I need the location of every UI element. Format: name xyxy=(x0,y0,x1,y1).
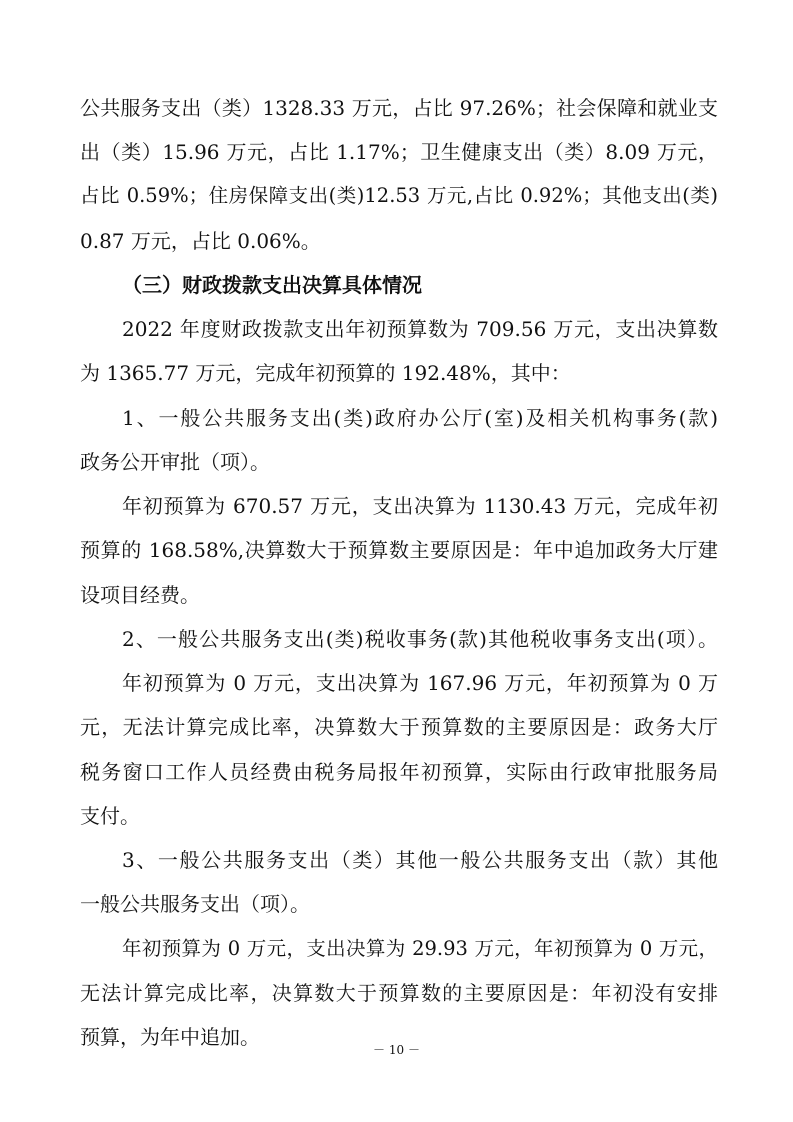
paragraph-line: 税务窗口工作人员经费由税务局报年初预算，实际由行政审批服务局 xyxy=(80,760,718,784)
page-number: － 10 － xyxy=(373,1043,420,1057)
paragraph-line: 2022 年度财政拨款支出年初预算数为 709.56 万元，支出决算数 xyxy=(122,317,718,341)
paragraph-line: 预算，为年中追加。 xyxy=(80,1025,260,1049)
paragraph-line: 3、一般公共服务支出（类）其他一般公共服务支出（款）其他 xyxy=(122,848,718,872)
paragraph-line: 无法计算完成比率，决算数大于预算数的主要原因是：年初没有安排 xyxy=(80,981,718,1005)
paragraph-line: 0.87 万元，占比 0.06%。 xyxy=(80,229,321,253)
paragraph-line: 公共服务支出（类）1328.33 万元，占比 97.26%；社会保障和就业支 xyxy=(80,96,718,120)
paragraph-line: 占比 0.59%；住房保障支出(类)12.53 万元,占比 0.92%；其他支出(类) xyxy=(80,184,718,207)
paragraph-line: 政务公开审批（项）。 xyxy=(80,450,270,474)
paragraph-line: 年初预算为 0 万元，支出决算为 167.96 万元，年初预算为 0 万 xyxy=(122,671,718,695)
paragraph-line: 预算的 168.58%,决算数大于预算数主要原因是：年中追加政务大厅建 xyxy=(80,538,718,562)
paragraph-line: 出（类）15.96 万元，占比 1.17%；卫生健康支出（类）8.09 万元， xyxy=(80,140,718,164)
paragraph-line: 年初预算为 670.57 万元，支出决算为 1130.43 万元，完成年初 xyxy=(122,494,718,518)
paragraph-line: 年初预算为 0 万元，支出决算为 29.93 万元，年初预算为 0 万元， xyxy=(122,937,718,960)
paragraph-line: 元，无法计算完成比率，决算数大于预算数的主要原因是：政务大厅 xyxy=(80,715,718,739)
paragraph-line: 为 1365.77 万元，完成年初预算的 192.48%，其中： xyxy=(80,361,571,385)
paragraph-line: 支付。 xyxy=(80,804,140,828)
paragraph-line: 一般公共服务支出（项）。 xyxy=(80,892,310,916)
section-heading: （三）财政拨款支出决算具体情况 xyxy=(122,273,422,297)
paragraph-line: 1、一般公共服务支出(类)政府办公厅(室)及相关机构事务(款) xyxy=(122,406,718,430)
paragraph-line: 设项目经费。 xyxy=(80,583,200,607)
paragraph-line: 2、一般公共服务支出(类)税收事务(款)其他税收事务支出(项）。 xyxy=(122,627,718,651)
